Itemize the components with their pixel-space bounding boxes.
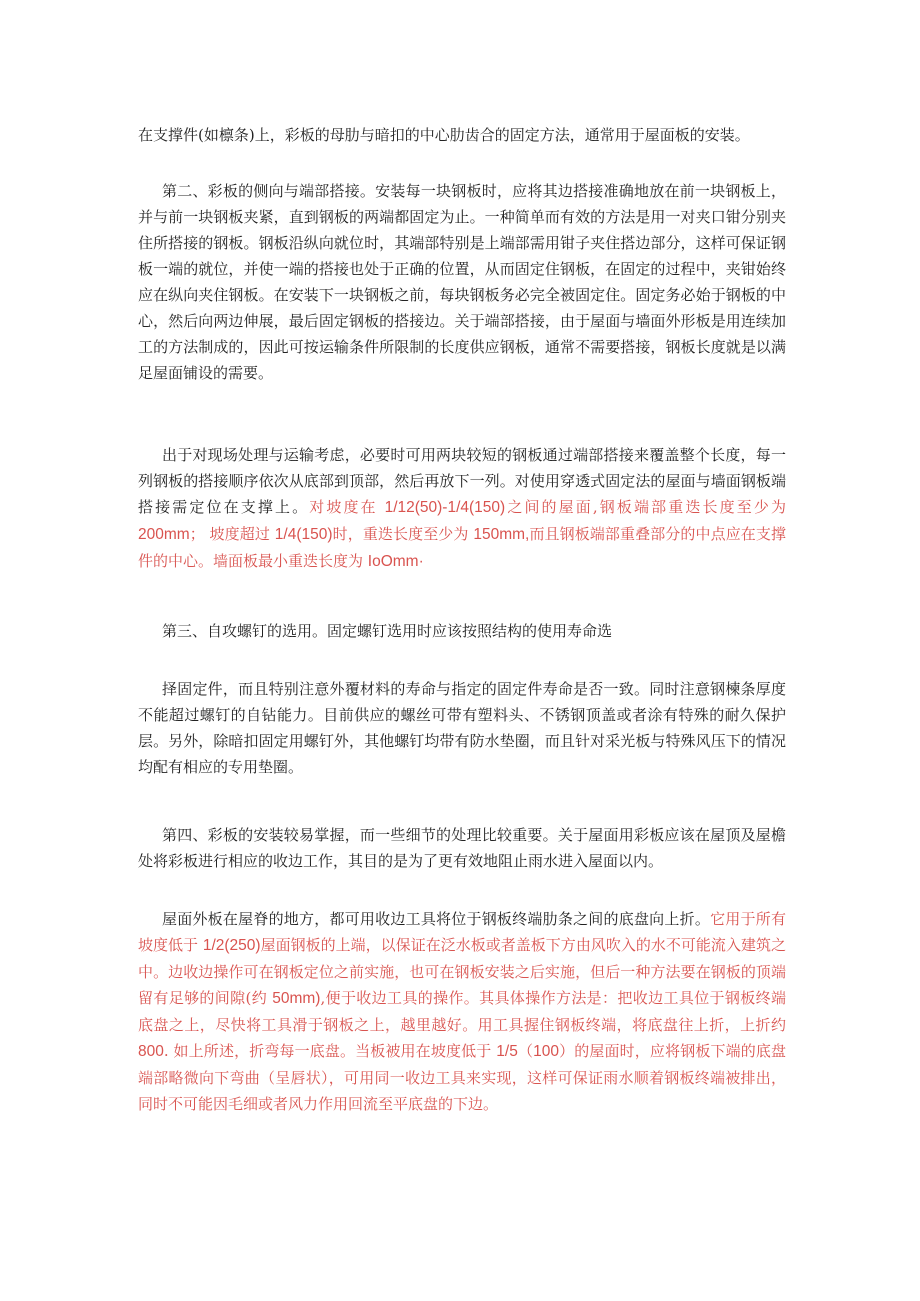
ridge-text: 屋面外板在屋脊的地方，都可用收边工具将位于钢板终端肋条之间的底盘向上折。 — [162, 910, 711, 928]
paragraph-section-four: 第四、彩板的安装较易掌握，而一些细节的处理比较重要。关于屋面用彩板应该在屋顶及屋檐处将彩板进行相应的收边工作，其目的是为了更有效地阻止雨水进入屋面以内。 — [138, 826, 786, 870]
paragraph-section-three: 第三、自攻螺钉的选用。固定螺钉选用时应该按照结构的使用寿命选 — [162, 622, 613, 640]
ridge-highlight: 它用于所有坡度低于 1/2(250)屋面钢板的上端，以保证在泛水板或者盖板下方由风吹入的水不可能流入建筑之中。边收边操作可在钢板定位之前实施，也可在钢板安装之后实施，但后一种方法要在钢板的顶端留有足够的间隙(约 50mm),便于收边工具的操作。其具体操作方法是：把收边工具位于钢板终端底盘之上，尽快将工具滑于钢板之上，越里越好。用工具握住钢板终端，将底盘往上折，上折约 800. 如上所述，折弯每一底盘。当板被用在坡度低于 1/5（100）的屋面时，应将钢板下端的底盘端部略微向下弯曲（呈唇状），可用同一收边工具来实现，这样可保证雨水顺着钢板终端被排出，同时不可能因毛细或者风力作用回流至平底盘的下边。 — [138, 910, 786, 1113]
paragraph-section-two: 第二、彩板的侧向与端部搭接。安装每一块钢板时，应将其边搭接准确地放在前一块钢板上，并与前一块钢板夹紧，直到钢板的两端都固定为止。一种简单而有效的方法是用一对夹口钳分别夹住所搭接的钢板。钢板沿纵向就位时，其端部特别是上端部需用钳子夹住搭边部分，这样可保证钢板一端的就位，并使一端的搭接也处于正确的位置，从而固定住钢板，在固定的过程中，夹钳始终应在纵向夹住钢板。在安装下一块钢板之前，每块钢板务必完全被固定住。固定务必始于钢板的中心，然后向两边伸展，最后固定钢板的搭接边。关于端部搭接，由于屋面与墙面外形板是用连续加工的方法制成的，因此可按运输条件所限制的长度供应钢板，通常不需要搭接，钢板长度就是以满足屋面铺设的需要。 — [138, 182, 786, 382]
paragraph-intro: 在支撑件(如檩条)上，彩板的母肋与暗扣的中心肋齿合的固定方法，通常用于屋面板的安装。 — [138, 126, 750, 144]
end-lap-text: 出于对现场处理与运输考虑，必要时可用两块较短的钢板通过端部搭接来覆盖整个长度，每一列钢板的搭接顺序依次从底部到顶部，然后再放下一列。对使用穿透式固定法的屋面与墙面钢板端搭接需定位在支撑上。 — [138, 446, 786, 516]
paragraph-end-lap — [138, 442, 786, 575]
paragraph-fasteners: 择固定件，而且特别注意外覆材料的寿命与指定的固定件寿命是否一致。同时注意钢楝条厚度不能超过螺钉的自钻能力。目前供应的螺丝可带有塑料头、不锈钢顶盖或者涂有特殊的耐久保护层。另外，除暗扣固定用螺钉外，其他螺钉均带有防水垫圈，而且针对采光板与特殊风压下的情况均配有相应的专用垫圈。 — [138, 680, 786, 776]
end-lap-highlight: 对坡度在 1/12(50)-1/4(150)之间的屋面,钢板端部重迭长度至少为 200mm； 坡度超过 1/4(150)时，重迭长度至少为 150mm,而且钢板端部重叠部分的中点应在支撑件的中心。墙面板最小重迭长度为 IoOmm· — [138, 498, 786, 570]
paragraph-ridge-flashing — [138, 906, 786, 1117]
